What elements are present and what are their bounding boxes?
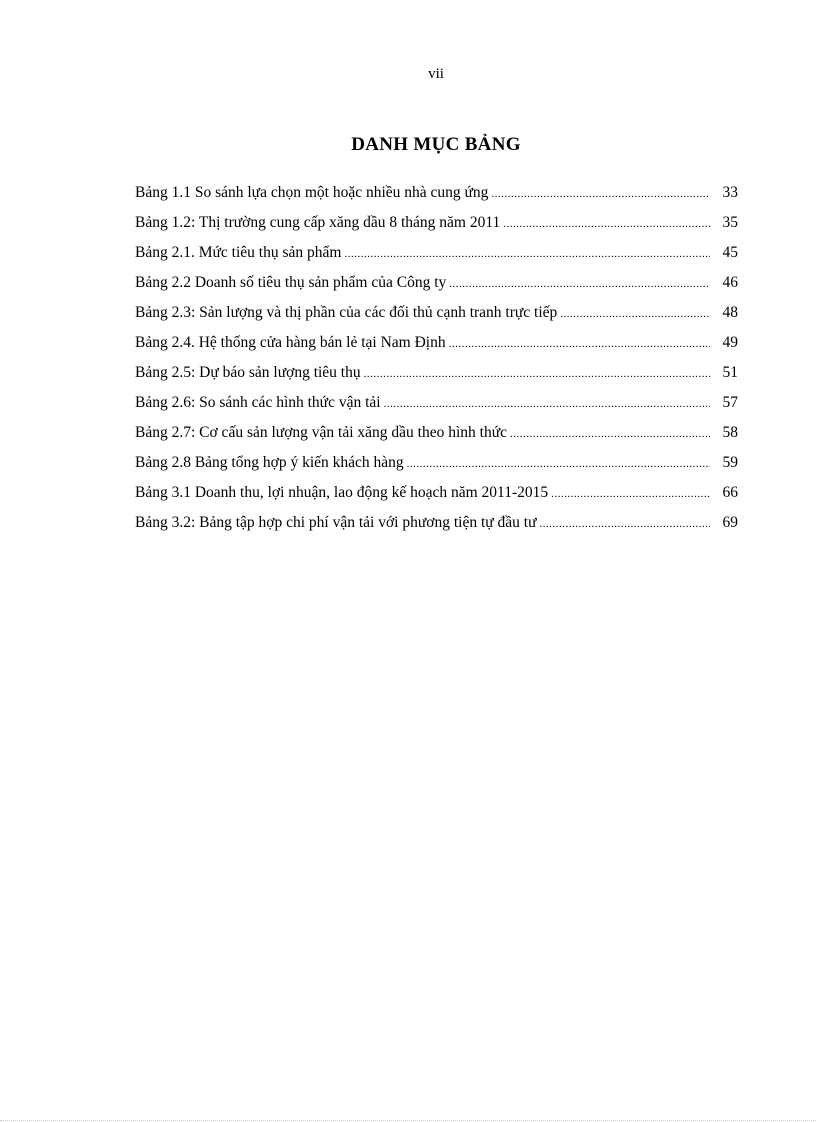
toc-dot-leader <box>510 428 710 440</box>
toc-entry <box>135 514 738 544</box>
toc-entry-page: 58 <box>722 424 738 441</box>
toc-entry <box>135 454 738 484</box>
toc-entry-label: Bảng 2.4. Hệ thống cửa hàng bán lẻ tại Nam Định <box>135 334 446 351</box>
toc-entry <box>135 244 738 274</box>
toc-entry-page: 33 <box>722 184 738 201</box>
toc-entry <box>135 394 738 424</box>
toc-dot-leader <box>503 218 710 230</box>
toc-dot-leader <box>364 368 710 380</box>
toc-dot-leader <box>344 248 710 260</box>
bottom-divider <box>0 1120 816 1121</box>
toc-entry-page: 66 <box>722 484 738 501</box>
toc-entry <box>135 334 738 364</box>
toc-entry-label: Bảng 1.1 So sánh lựa chọn một hoặc nhiều nhà cung ứng <box>135 184 489 201</box>
toc-entry <box>135 484 738 514</box>
toc-dot-leader <box>540 518 710 530</box>
toc-entry-page: 49 <box>722 334 738 351</box>
toc-entry-page: 51 <box>722 364 738 381</box>
toc-entry-page: 45 <box>722 244 738 261</box>
toc-entry <box>135 304 738 334</box>
toc-entry-label: Bảng 2.6: So sánh các hình thức vận tải <box>135 394 381 411</box>
toc-dot-leader <box>449 278 710 290</box>
toc-dot-leader <box>560 308 710 320</box>
toc-dot-leader <box>449 338 710 350</box>
toc-entry-label: Bảng 2.3: Sản lượng và thị phần của các đối thủ cạnh tranh trực tiếp <box>135 304 558 321</box>
toc-dot-leader <box>551 488 710 500</box>
toc-entry-label: Bảng 1.2: Thị trường cung cấp xăng dầu 8 tháng năm 2011 <box>135 214 501 231</box>
table-of-tables <box>135 184 738 544</box>
toc-entry-page: 35 <box>722 214 738 231</box>
toc-entry-label: Bảng 3.2: Bảng tập hợp chi phí vận tải với phương tiện tự đầu tư <box>135 514 537 531</box>
toc-entry-label: Bảng 3.1 Doanh thu, lợi nhuận, lao động kế hoạch năm 2011-2015 <box>135 484 549 501</box>
toc-entry <box>135 214 738 244</box>
toc-entry-page: 59 <box>722 454 738 471</box>
page-number: vii <box>428 66 444 82</box>
toc-entry-label: Bảng 2.8 Bảng tổng hợp ý kiến khách hàng <box>135 454 404 471</box>
toc-dot-leader <box>491 188 710 200</box>
toc-entry-page: 69 <box>722 514 738 531</box>
toc-entry <box>135 364 738 394</box>
toc-entry-label: Bảng 2.2 Doanh số tiêu thụ sản phẩm của Công ty <box>135 274 447 291</box>
toc-entry-page: 48 <box>722 304 738 321</box>
toc-entry-label: Bảng 2.7: Cơ cấu sản lượng vận tải xăng dầu theo hình thức <box>135 424 507 441</box>
toc-entry-label: Bảng 2.5: Dự báo sản lượng tiêu thụ <box>135 364 361 381</box>
toc-entry <box>135 184 738 214</box>
toc-entry <box>135 424 738 454</box>
page-title: DANH MỤC BẢNG <box>351 134 521 155</box>
toc-entry <box>135 274 738 304</box>
toc-entry-page: 46 <box>722 274 738 291</box>
toc-dot-leader <box>407 458 710 470</box>
toc-entry-label: Bảng 2.1. Mức tiêu thụ sản phẩm <box>135 244 342 261</box>
toc-entry-page: 57 <box>722 394 738 411</box>
toc-dot-leader <box>384 398 710 410</box>
